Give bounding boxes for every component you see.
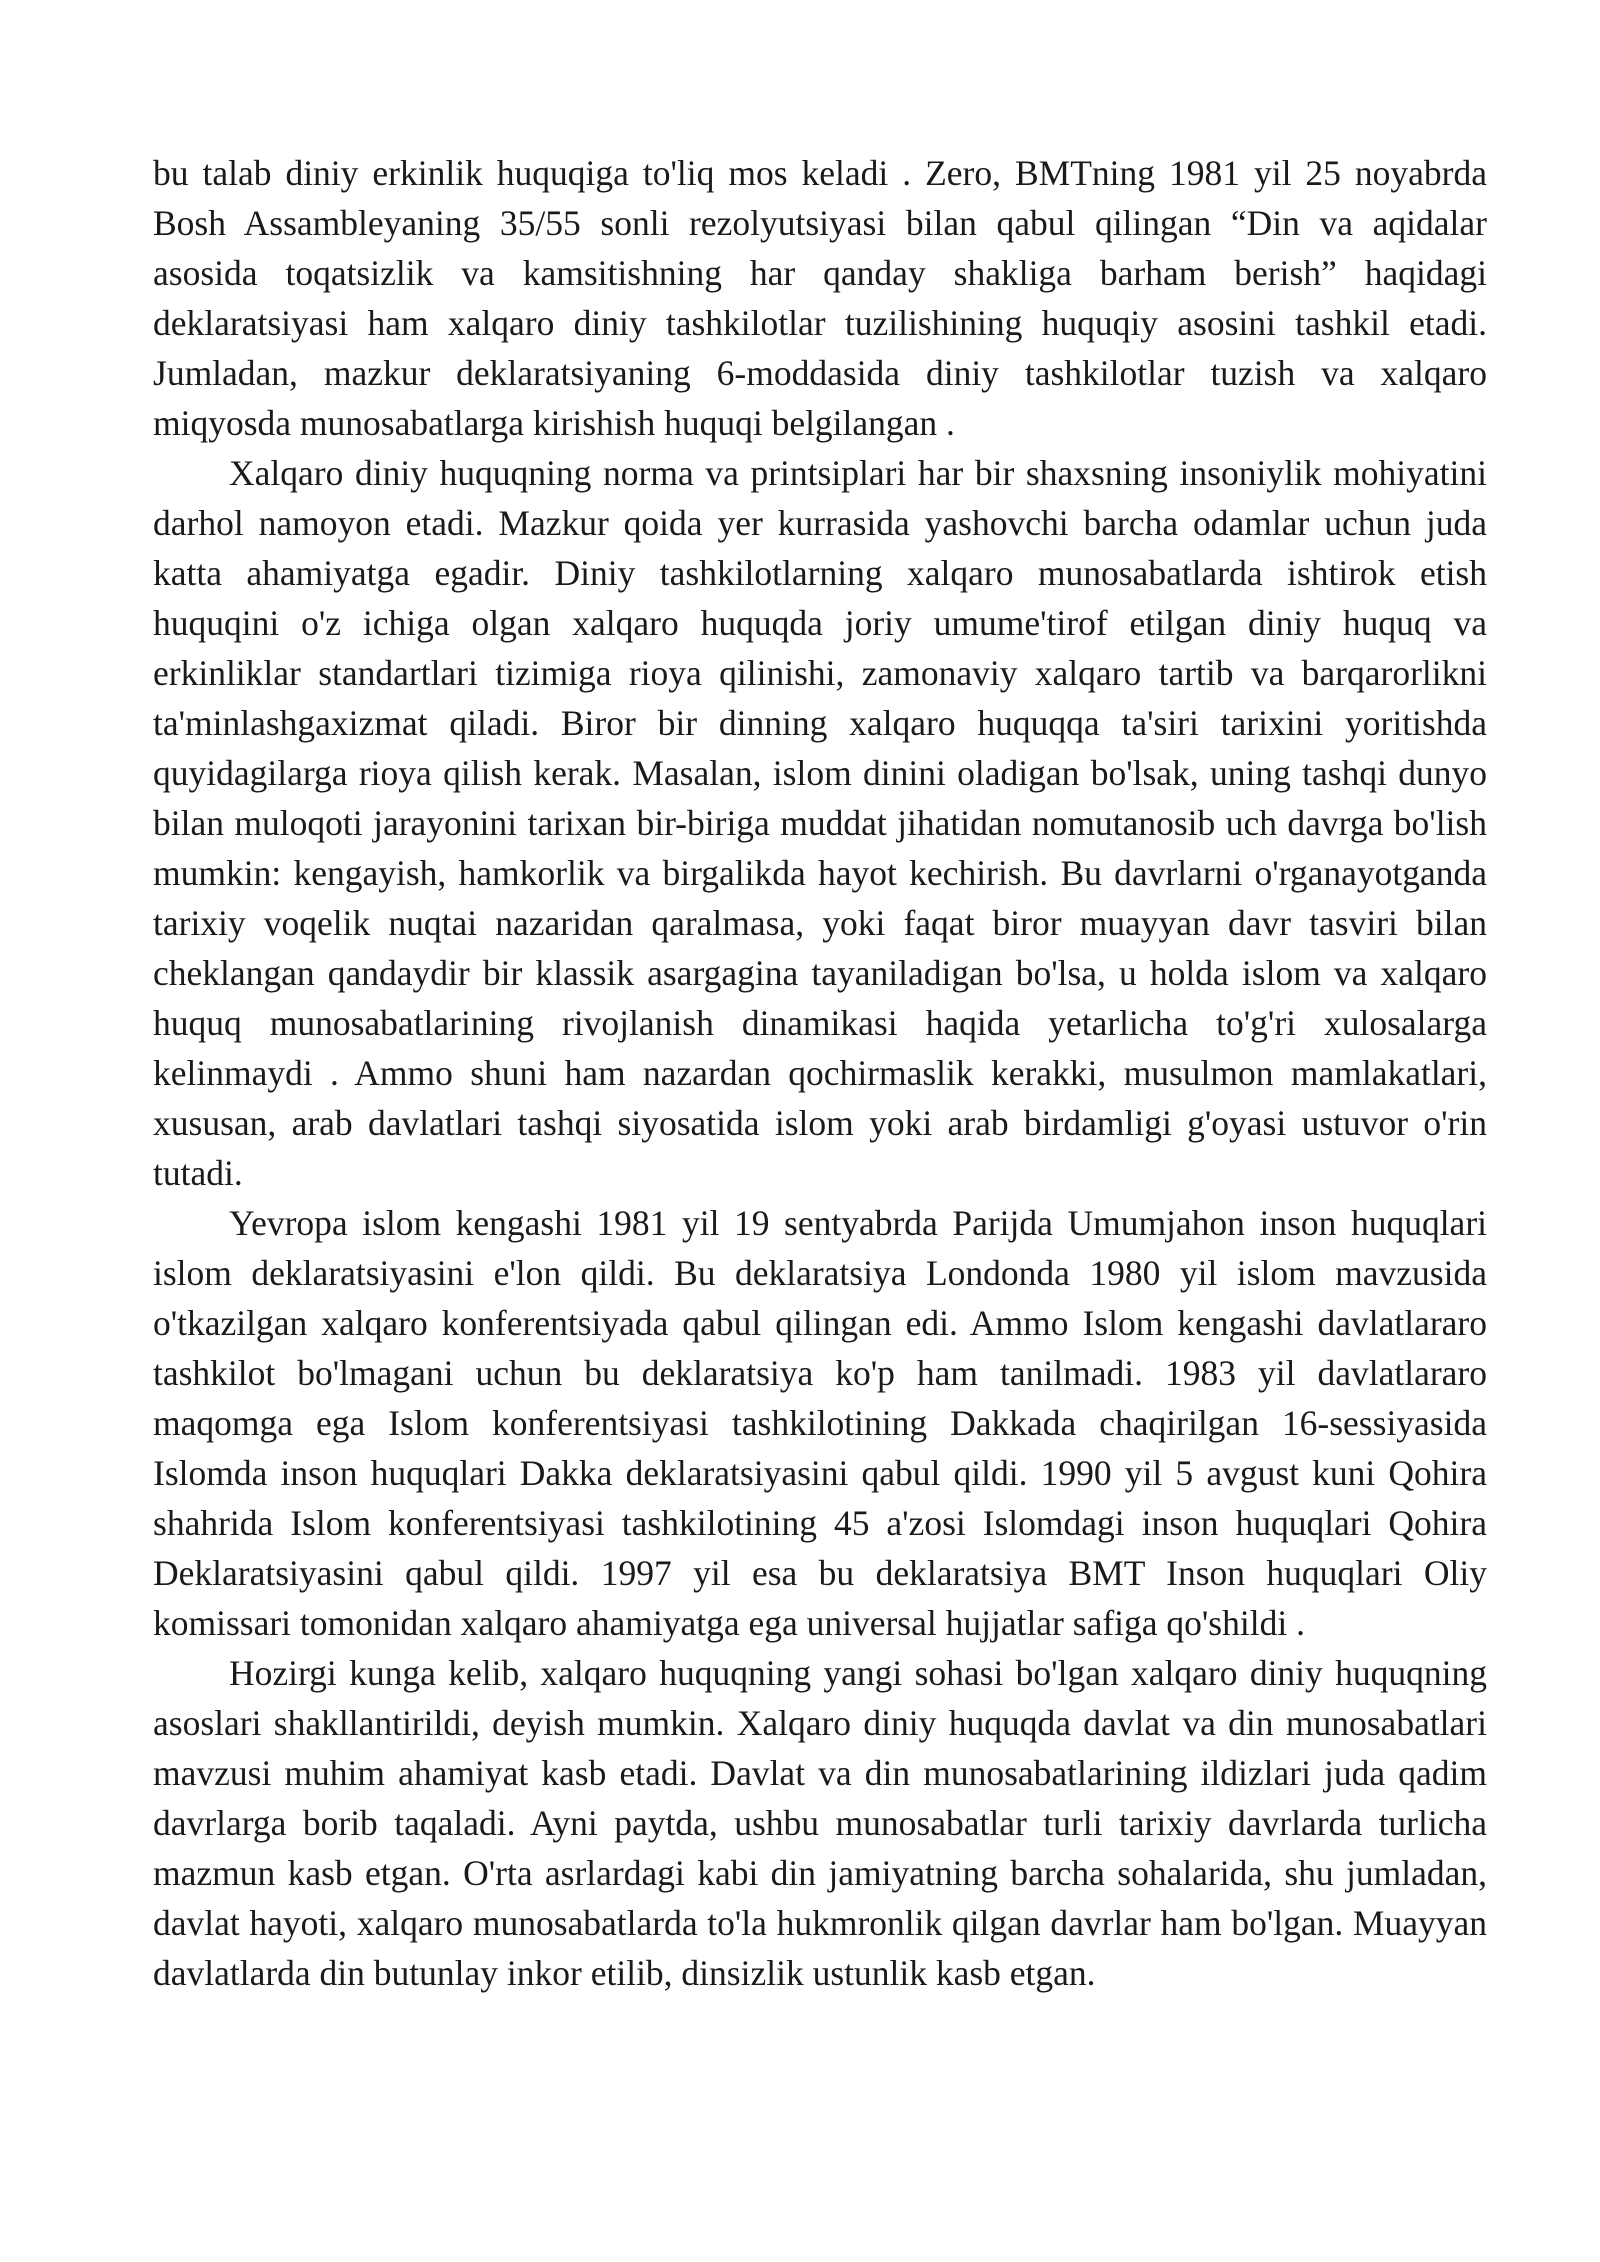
paragraph-state-religion-relations: Hozirgi kunga kelib, xalqaro huquqning yangi sohasi bo'lgan xalqaro diniy huquqning asoslari shakllantirildi, deyish mumkin. Xalqaro diniy huquqda davlat va din munosabatlari mavzusi muhim ahamiyat kasb etadi. Davlat va din munosabatlarining ildizlari juda qadim davrlarga borib taqaladi. Ayni paytda, ushbu munosabatlar turli tarixiy davrlarda turlicha mazmun kasb etgan. O'rta asrlardagi kabi din jamiyatning barcha sohalarida, shu jumladan, davlat hayoti, xalqaro munosabatlarda to'la hukmronlik qilgan davrlar ham bo'lgan. Muayyan davlatlarda din butunlay inkor etilib, dinsizlik ustunlik kasb etgan.: [153, 1653, 1487, 1993]
document-body: [153, 148, 1487, 1998]
paragraph-international-religious-law: Xalqaro diniy huquqning norma va printsiplari har bir shaxsning insoniylik mohiyatini darhol namoyon etadi. Mazkur qoida yer kurrasida yashovchi barcha odamlar uchun juda katta ahamiyatga egadir. Diniy tashkilotlarning xalqaro munosabatlarda ishtirok etish huquqini o'z ichiga olgan xalqaro huquqda joriy umume'tirof etilgan diniy huquq va erkinliklar standartlari tizimiga rioya qilinishi, zamonaviy xalqaro tartib va barqarorlikni ta'minlashgaxizmat qiladi. Biror bir dinning xalqaro huquqqa ta'siri tarixini yoritishda quyidagilarga rioya qilish kerak. Masalan, islom dinini oladigan bo'lsak, uning tashqi dunyo bilan muloqoti jarayonini tarixan bir-biriga muddat jihatidan nomutanosib uch davrga bo'lish mumkin: kengayish, hamkorlik va birgalikda hayot kechirish. Bu davrlarni o'rganayotganda tarixiy voqelik nuqtai nazaridan qaralmasa, yoki faqat biror muayyan davr tasviri bilan cheklangan qandaydir bir klassik asargagina tayaniladigan bo'lsa, u holda islom va xalqaro huquq munosabatlarining rivojlanish dinamikasi haqida yetarlicha to'g'ri xulosalarga kelinmaydi . Ammo shuni ham nazardan qochirmaslik kerakki, musulmon mamlakatlari, xususan, arab davlatlari tashqi siyosatida islom yoki arab birdamligi g'oyasi ustuvor o'rin tutadi.: [153, 453, 1487, 1193]
paragraph-islamic-declarations: Yevropa islom kengashi 1981 yil 19 sentyabrda Parijda Umumjahon inson huquqlari islom deklaratsiyasini e'lon qildi. Bu deklaratsiya Londonda 1980 yil islom mavzusida o'tkazilgan xalqaro konferentsiyada qabul qilingan edi. Ammo Islom kengashi davlatlararo tashkilot bo'lmagani uchun bu deklaratsiya ko'p ham tanilmadi. 1983 yil davlatlararo maqomga ega Islom konferentsiyasi tashkilotining Dakkada chaqirilgan 16-sessiyasida Islomda inson huquqlari Dakka deklaratsiyasini qabul qildi. 1990 yil 5 avgust kuni Qohira shahrida Islom konferentsiyasi tashkilotining 45 a'zosi Islomdagi inson huquqlari Qohira Deklaratsiyasini qabul qildi. 1997 yil esa bu deklaratsiya BMT Inson huquqlari Oliy komissari tomonidan xalqaro ahamiyatga ega universal hujjatlar safiga qo'shildi .: [153, 1203, 1487, 1643]
paragraph-continuation: bu talab diniy erkinlik huquqiga to'liq mos keladi . Zero, BMTning 1981 yil 25 noyabrda Bosh Assambleyaning 35/55 sonli rezolyutsiyasi bilan qabul qilingan “Din va aqidalar asosida toqatsizlik va kamsitishning har qanday shakliga barham berish” haqidagi deklaratsiyasi ham xalqaro diniy tashkilotlar tuzilishining huquqiy asosini tashkil etadi. Jumladan, mazkur deklaratsiyaning 6-moddasida diniy tashkilotlar tuzish va xalqaro miqyosda munosabatlarga kirishish huquqi belgilangan .: [153, 153, 1487, 443]
